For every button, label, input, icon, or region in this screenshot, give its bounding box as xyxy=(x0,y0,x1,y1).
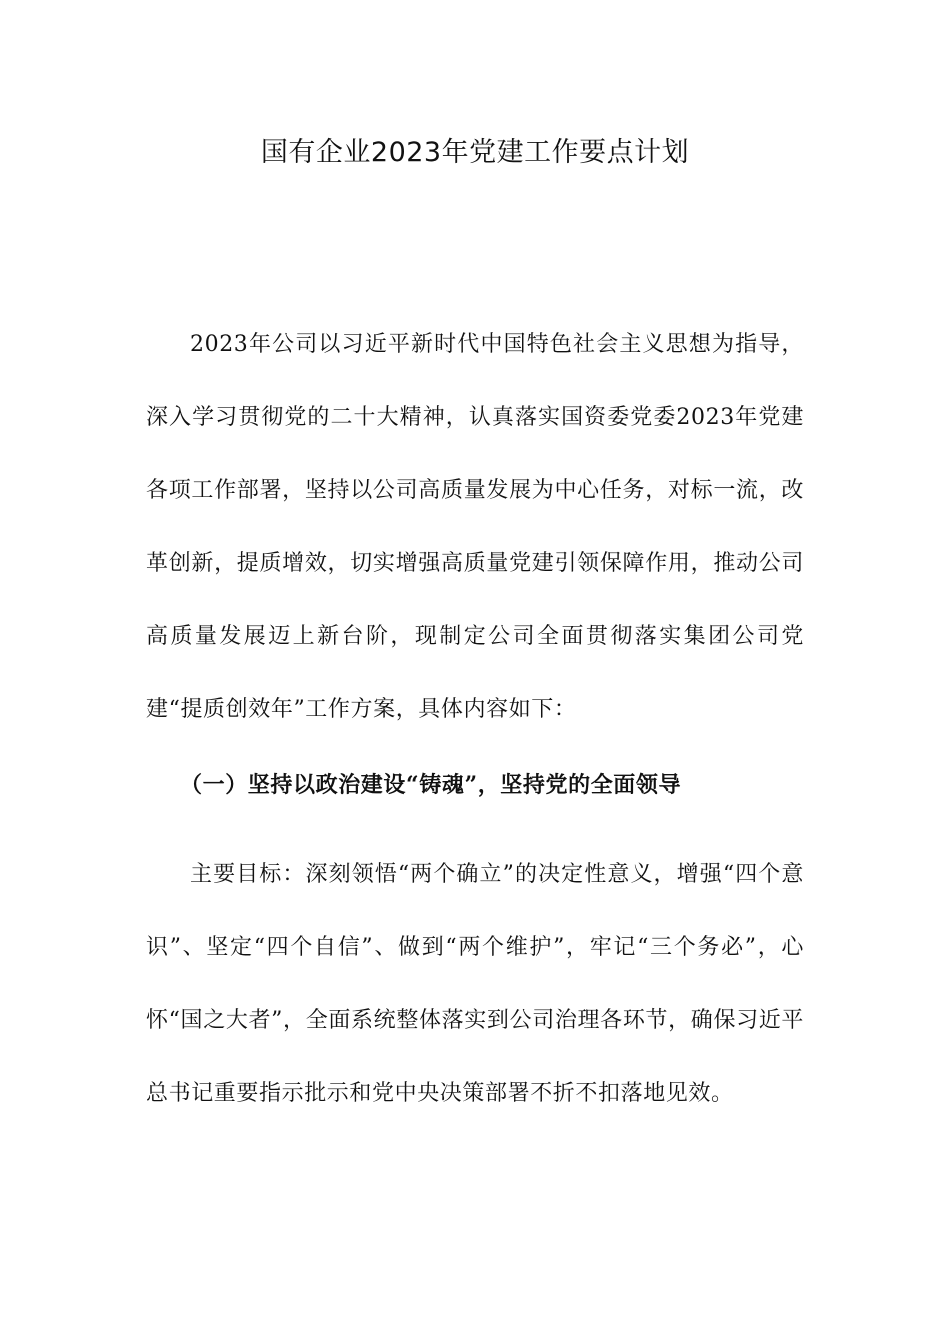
section-heading: （一）坚持以政治建设“铸魂”，坚持党的全面领导 xyxy=(180,772,682,798)
section-paragraph: 主要目标：深刻领悟“两个确立”的决定性意义，增强“四个意识”、坚定“四个自信”、做到“两个维护”，牢记“三个务必”，心怀“国之大者”，全面系统整体落实到公司治理各环节，确保习近平总书记重要指示批示和党中央决策部署不折不扣落地见效。 xyxy=(146,862,804,1106)
document-title: 国有企业2023年党建工作要点计划 xyxy=(260,137,690,168)
intro-paragraph: 2023年公司以习近平新时代中国特色社会主义思想为指导，深入学习贯彻党的二十大精神，认真落实国资委党委2023年党建各项工作部署，坚持以公司高质量发展为中心任务，对标一流，改革创新，提质增效，切实增强高质量党建引领保障作用，推动公司高质量发展迈上新台阶，现制定公司全面贯彻落实集团公司党建“提质创效年”工作方案，具体内容如下： xyxy=(146,332,804,722)
